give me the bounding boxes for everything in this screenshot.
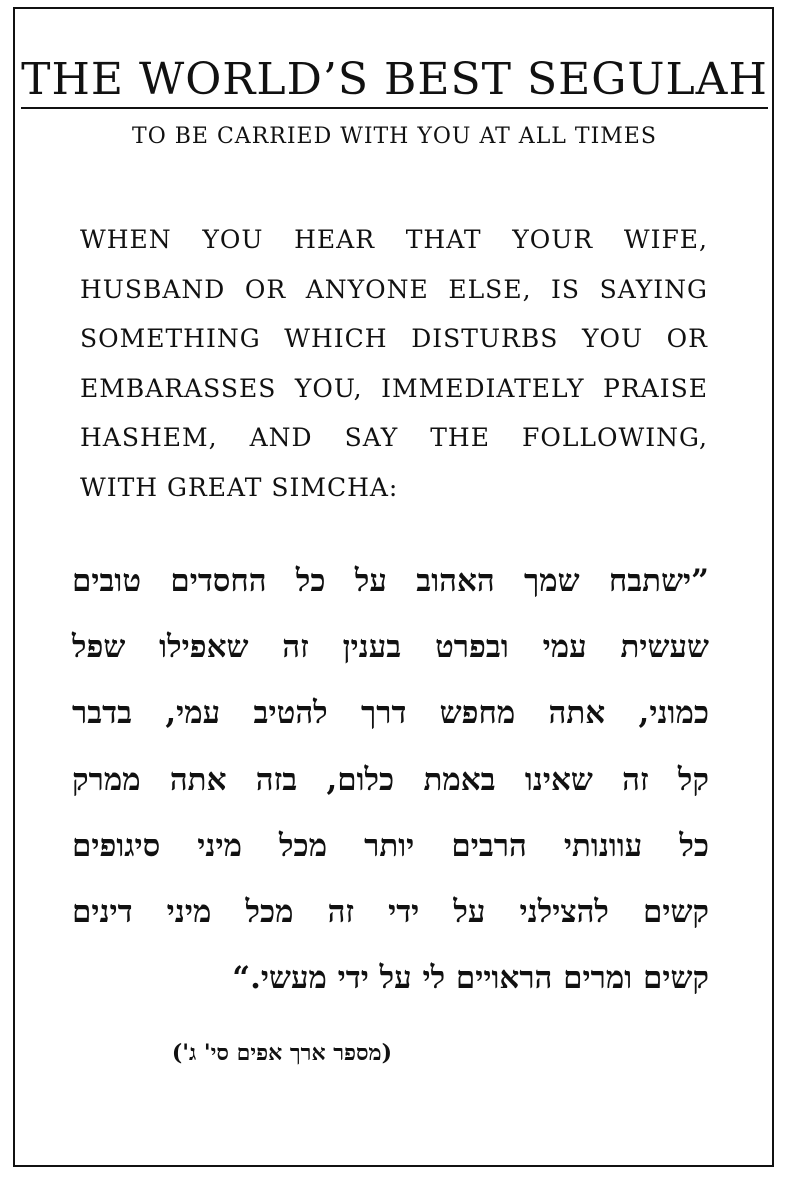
document-subtitle: TO BE CARRIED WITH YOU AT ALL TIMES <box>132 124 657 149</box>
prayer-line: כמוני, אתה מחפש דרך להטיב עמי, בדבר <box>72 695 709 732</box>
hebrew-prayer <box>72 548 709 1011</box>
instruction-line: WITH GREAT SIMCHA: <box>80 472 399 502</box>
prayer-line: ”ישתבח שמך האהוב על כל החסדים טובים <box>72 563 709 599</box>
prayer-line: קשים להצילני על ידי זה מכל מיני דינים <box>72 893 709 930</box>
instruction-line: HUSBAND OR ANYONE ELSE, IS SAYING <box>80 274 708 304</box>
english-instructions <box>80 215 708 513</box>
document-title <box>0 55 789 105</box>
instruction-line: EMBARASSES YOU, IMMEDIATELY PRAISE <box>80 373 708 403</box>
prayer-line: כל עוונותי הרבים יותר מכל מיני סיגופים <box>72 827 709 864</box>
prayer-line: קל זה שאינו באמת כלום, בזה אתה ממרק <box>72 761 709 798</box>
source-citation: (מספר ארך אפים סי' ג') <box>171 1040 392 1066</box>
prayer-line: קשים ומרים הראויים לי על ידי מעשי.“ <box>232 960 709 997</box>
prayer-line: שעשית עמי ובפרט בענין זה שאפילו שפל <box>72 629 709 666</box>
instruction-line: WHEN YOU HEAR THAT YOUR WIFE, <box>80 225 708 254</box>
instruction-line: HASHEM, AND SAY THE FOLLOWING, <box>80 423 708 453</box>
document-title-text: THE WORLD’S BEST SEGULAH <box>21 54 768 109</box>
instruction-line: SOMETHING WHICH DISTURBS YOU OR <box>80 324 708 354</box>
